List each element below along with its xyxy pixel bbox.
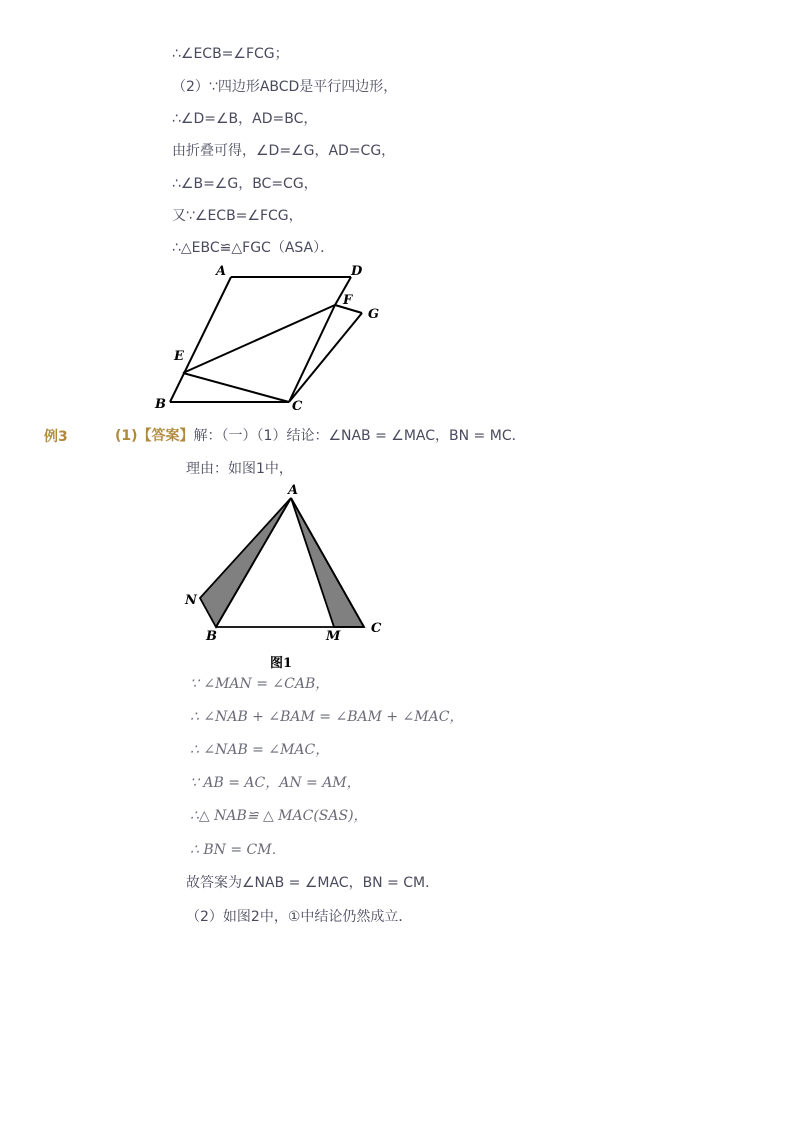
label-E: E xyxy=(174,349,184,364)
part2-line: （2）如图2中，①中结论仍然成立． xyxy=(186,909,413,925)
solution-line-5: ∴∠B=∠G，BC=CG， xyxy=(172,176,318,192)
proof-line-4: ∵ AB = AC，AN = AM， xyxy=(190,775,361,791)
label-D: D xyxy=(351,264,363,279)
label-G: G xyxy=(368,307,380,322)
label-C: C xyxy=(292,399,303,414)
solution-line-1: ∴∠ECB=∠FCG； xyxy=(172,46,289,62)
solution-line-7: ∴△EBC≌△FGC（ASA）． xyxy=(172,240,335,256)
edge-EC xyxy=(183,373,289,402)
label-B: B xyxy=(155,397,166,412)
example-label: 例3 xyxy=(44,429,68,445)
shaded-triangle-NAB xyxy=(200,498,291,627)
label-A: A xyxy=(216,264,227,279)
solution-line-4: 由折叠可得，∠D=∠G，AD=CG， xyxy=(172,143,396,159)
parallelogram-figure xyxy=(140,258,400,418)
proof-line-3: ∴ ∠NAB = ∠MAC， xyxy=(190,742,330,758)
proof-line-2: ∴ ∠NAB + ∠BAM = ∠BAM + ∠MAC， xyxy=(190,709,464,725)
label-B: B xyxy=(206,629,217,644)
label-C: C xyxy=(371,621,382,636)
reason-line: 理由：如图1中， xyxy=(186,461,293,477)
answer-text: 解：（一）（1）结论：∠NAB = ∠MAC，BN = MC． xyxy=(193,428,526,444)
answer-tag: (1)【答案】 xyxy=(115,428,194,444)
solution-line-6: 又∵∠ECB=∠FCG， xyxy=(172,208,303,224)
answer-line xyxy=(115,426,526,446)
edge-EF xyxy=(183,305,335,373)
label-F: F xyxy=(343,293,353,308)
label-N: N xyxy=(185,593,197,608)
solution-line-3: ∴∠D=∠B，AD=BC， xyxy=(172,111,318,127)
figure-caption: 图1 xyxy=(270,656,293,671)
conclusion-line: 故答案为∠NAB = ∠MAC，BN = CM． xyxy=(186,875,440,891)
proof-line-1: ∵ ∠MAN = ∠CAB， xyxy=(190,676,330,692)
label-M: M xyxy=(326,629,341,644)
label-A: A xyxy=(288,483,299,498)
solution-line-2: （2）∵四边形ABCD是平行四边形， xyxy=(172,79,398,95)
edge-AB xyxy=(216,498,291,627)
triangle-figure xyxy=(178,480,398,650)
proof-line-5: ∴△ NAB≌ △ MAC(SAS)， xyxy=(190,808,368,824)
proof-line-6: ∴ BN = CM． xyxy=(190,842,286,858)
